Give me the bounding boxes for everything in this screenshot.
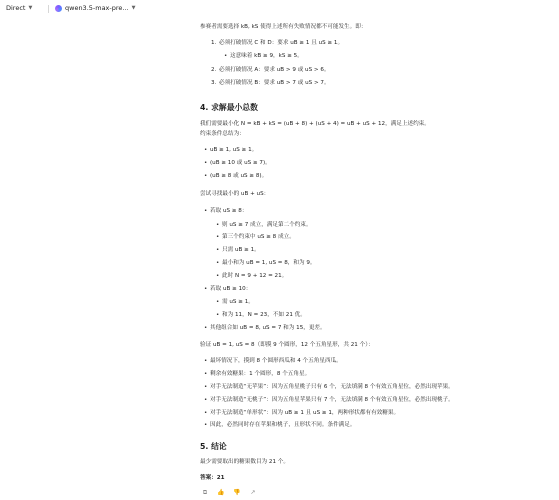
paragraph: 尝试寻找最小的 uB + uS： bbox=[200, 191, 270, 197]
paragraph: 验证 uB = 1, uS = 8（即摸 9 个圆形，12 个五角星形，共 21 个）： bbox=[200, 342, 374, 348]
list-item: • 若取 uS ≥ 8： bbox=[210, 207, 247, 215]
list-item: • 最坏情况下，摸到 8 个圆形西瓜和 4 个五角星西瓜。 bbox=[210, 357, 342, 365]
section-heading: 4. 求解最小总数 bbox=[200, 103, 258, 112]
list-item: • (uB ≥ 8 或 uS ≥ 8)。 bbox=[210, 172, 267, 180]
thumbs-down-icon[interactable]: 👎 bbox=[233, 489, 241, 496]
section-heading: 5. 结论 bbox=[200, 442, 227, 451]
list-item: • 则 uS ≥ 7 成立，满足第二个约束。 bbox=[222, 221, 312, 229]
list-item: • 最小和为 uB = 1, uS = 8，和为 9。 bbox=[222, 259, 316, 267]
list-item: • 对手无法制造“单形状”：因为 uB ≥ 1 且 uS ≥ 1，两种形状都有有效糖果。 bbox=[210, 409, 399, 417]
list-item: • 第三个约束中 uS ≥ 8 成立。 bbox=[222, 233, 295, 241]
list-item: • 其他组合如 uB = 8, uS = 7 和为 15，更差。 bbox=[210, 324, 326, 332]
model-label: qwen3.5-max-pre... bbox=[65, 4, 129, 12]
mode-selector[interactable] bbox=[6, 4, 32, 12]
paragraph: 我们需要最小化 N = kB + kS = (uB + 8) + (uS + 4) = uB + uS + 12，满足上述约束。 bbox=[200, 121, 430, 127]
paragraph: 参赛者需要选择 kB, kS 使得上述所有失败情况都不可能发生。即： bbox=[200, 24, 367, 30]
list-item: • 对手无法制造“无桃子”：因为五角星苹果只有 7 个，无法填满 8 个有效五角星位，必然出现桃子。 bbox=[210, 396, 454, 404]
paragraph: 约束条件总结为： bbox=[200, 131, 245, 137]
list-item: • 这意味着 kB ≥ 9，kS ≥ 5。 bbox=[230, 52, 303, 60]
paragraph: 最少需要取出的糖果数目为 21 个。 bbox=[200, 459, 289, 465]
list-item: • (uB ≥ 10 或 uS ≥ 7)。 bbox=[210, 159, 271, 167]
model-logo-icon bbox=[55, 5, 62, 12]
model-selector[interactable] bbox=[55, 4, 135, 12]
thumbs-up-icon[interactable]: 👍 bbox=[217, 489, 225, 496]
list-item: • 剩余有效糖果：1 个圆形，8 个五角星。 bbox=[210, 370, 310, 378]
message-actions bbox=[201, 489, 257, 497]
list-item: • 若取 uB ≥ 10： bbox=[210, 285, 251, 293]
chevron-down-icon: ▼ bbox=[131, 5, 136, 11]
list-item: • uB ≥ 1, uS ≥ 1。 bbox=[210, 146, 257, 154]
list-item: • 只需 uB ≥ 1。 bbox=[222, 246, 260, 254]
list-item: • 对手无法制造“无苹果”：因为五角星桃子只有 6 个，无法填满 8 个有效五角星位，必然出现苹果。 bbox=[210, 383, 454, 391]
list-item: 2. 必须打破情况 A：要求 uB > 9 或 uS > 6。 bbox=[211, 67, 330, 73]
copy-icon[interactable]: ⧉ bbox=[202, 489, 208, 496]
list-item: 1. 必须打破情况 C 和 D：要求 uB ≥ 1 且 uS ≥ 1。 bbox=[211, 40, 344, 46]
top-bar bbox=[0, 0, 559, 18]
list-item: • 因此，必然同时存在苹果和桃子，且形状不同。条件满足。 bbox=[210, 421, 355, 429]
list-item: • 此时 N = 9 + 12 = 21。 bbox=[222, 272, 287, 280]
divider bbox=[48, 5, 49, 13]
chevron-down-icon: ▼ bbox=[28, 5, 33, 11]
list-item: • 和为 11，N = 23，不如 21 优。 bbox=[222, 311, 306, 319]
mode-label: Direct bbox=[6, 4, 26, 12]
list-item: 3. 必须打破情况 B：要求 uB > 7 或 uS > 7。 bbox=[211, 80, 330, 86]
share-icon[interactable]: ↗ bbox=[250, 489, 256, 496]
list-item: • 需 uS ≥ 1。 bbox=[222, 298, 254, 306]
answer-line: 答案：21 bbox=[200, 475, 225, 481]
